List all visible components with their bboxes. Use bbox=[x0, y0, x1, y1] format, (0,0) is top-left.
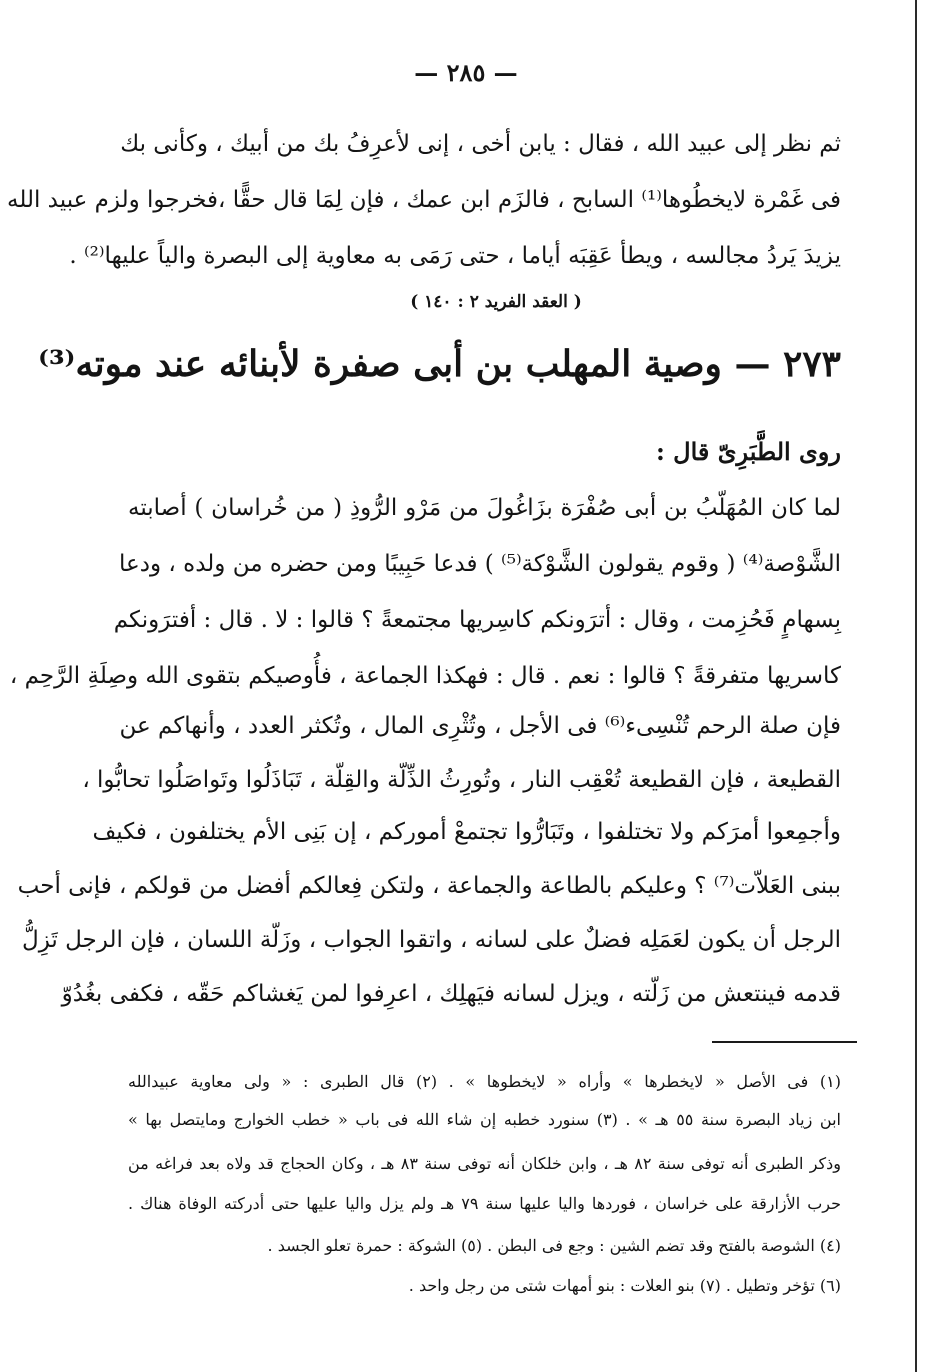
text-line: ببنى العَلاّت⁽⁷⁾ ؟ وعليكم بالطاعة والجماعة ، ولتكن فِعالكم أفضل من قولكم ، فإنى أحب bbox=[17, 873, 841, 899]
footnote-line: (١) فى الأصل « لايخطرها » وأراه « لايخطوها » . (٢) قال الطبرى : « ولى معاوية عبيدالله bbox=[128, 1072, 842, 1091]
footnote-line: وذكر الطبرى أنه توفى سنة ٨٢ هـ ، وابن خلكان أنه توفى سنة ٨٣ هـ ، وكان الحجاج قد ولاه بعد فراغه من bbox=[128, 1154, 842, 1173]
footnote-line: ابن زياد البصرة سنة ٥٥ هـ » . (٣) سنورد خطبه إن شاء الله فى باب « خطب الخوارج ومايتصل بها » bbox=[128, 1110, 842, 1129]
text-line: وأجمِعوا أمرَكم ولا تختلفوا ، وتَبَارُّوا تجتمعْ أموركم ، إن بَنِى الأم يختلفون ، فكيف bbox=[92, 819, 841, 845]
footnote-line: (٤) الشوصة بالفتح وقد تضم الشين : وجع فى البطن . (٥) الشوكة : حمرة تعلو الجسد . bbox=[267, 1236, 841, 1255]
text-line: يزيدَ يَردُ مجالسه ، ويطأ عَقِبَه أياما ، حتى رَمَى به معاوية إلى البصرة والياً عليها⁽²⁾ . bbox=[69, 243, 841, 269]
text-line: ثم نظر إلى عبيد الله ، فقال : يابن أخى ، إنى لأعرِفُ بك من أبيك ، وكأنى بك bbox=[120, 131, 841, 157]
footnote-line: حرب الأزارقة على خراسان ، فوردها واليا عليها سنة ٧٩ هـ ولم يزل واليا عليها حتى أدركته الوفاة هناك . bbox=[128, 1194, 841, 1213]
text-line: بِسهامٍ فَحُزِمت ، وقال : أترَونكم كاسِريها مجتمعةً ؟ قالوا : لا . قال : أفترَونكم bbox=[113, 607, 841, 633]
text-line: كاسريها متفرقةً ؟ قالوا : نعم . قال : فهكذا الجماعة ، فأُوصيكم بتقوى الله وصِلَةِ الرَّحِم ، bbox=[9, 663, 841, 689]
text-line: قدمه فينتعش من زَلّته ، ويزل لسانه فيَهلِك ، اعرِفوا لمن يَغشاكم حَقّه ، فكفى بغُدُوّ bbox=[61, 981, 841, 1007]
text-line: الرجل أن يكون لعَمَلِه فضلٌ على لسانه ، واتقوا الجواب ، وزَلّة اللسان ، فإن الرجل تَزِلُّ bbox=[22, 927, 841, 953]
text-line: القطيعة ، فإن القطيعة تُعْقِب النار ، وتُورِثُ الذِّلّة والقِلّة ، تَبَاذَلُوا وتَواصَلُوا تحابُّوا ، bbox=[82, 767, 841, 793]
narration-intro: روى الطَّبَرِىّ قال : bbox=[655, 437, 841, 466]
page-edge-rule bbox=[915, 0, 917, 1372]
text-line: فى غَمْرة لايخطُوها⁽¹⁾ السابح ، فالزَم ابن عمك ، فإن لِمَا قال حقًّا ،فخرجوا ولزم عبيد الله bbox=[7, 187, 841, 213]
text-line: الشَّوْصة⁽⁴⁾ ( وقوم يقولون الشَّوْكة⁽⁵⁾ ) فدعا حَبِيبًا ومن حضره من ولده ، ودعا bbox=[119, 551, 841, 577]
text-line: فإن صلة الرحم تُنْسِىء⁽⁶⁾ فى الأجل ، وتُثْرِى المال ، وتُكثر العدد ، وأنهاكم عن bbox=[119, 713, 841, 739]
source-citation: ( العقد الفريد ٢ : ١٤٠ ) bbox=[410, 292, 582, 312]
section-title: ٢٧٣ — وصية المهلب بن أبى صفرة لأبنائه عند موته⁽³⁾ bbox=[38, 343, 841, 385]
page-number: — ٢٨٥ — bbox=[414, 58, 518, 87]
text-line: لما كان المُهَلّبُ بن أبى صُفْرَة بزَاغُولَ من مَرْو الرُّوذِ ( من خُراسان ) أصابته bbox=[128, 495, 841, 521]
footnote-separator bbox=[712, 1041, 857, 1043]
footnote-line: (٦) تؤخر وتطيل . (٧) بنو العلات : بنو أمهات شتى من رجل واحد . bbox=[408, 1276, 841, 1295]
